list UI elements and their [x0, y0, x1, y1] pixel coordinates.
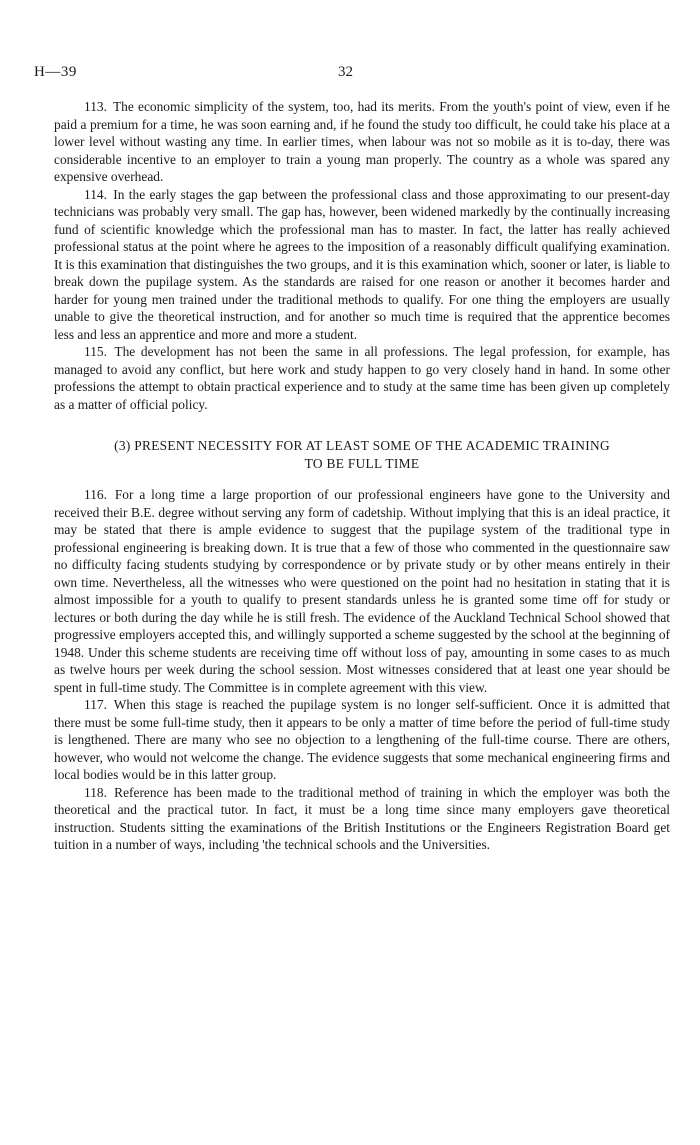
paragraph-number: 114. [84, 186, 107, 202]
section-heading [54, 437, 670, 472]
paragraph-117 [54, 696, 670, 784]
page-number: 32 [338, 64, 353, 80]
paragraph-116 [54, 486, 670, 696]
paragraph-113 [54, 98, 670, 186]
section-heading-line-2: TO BE FULL TIME [304, 455, 420, 471]
paragraph-text: When this stage is reached the pupilage system is no longer self-sufficient. Once it is admitted that there must be some full-time study, then it appears to be only a matter of time before the period of full-time study is lengthened. There are many who see no objection to a lengthening of the full-time course. There are others, however, who would not welcome the change. The evidence suggests that some mechanical engineering firms and local bodies would be in this latter group. [54, 697, 670, 782]
paragraph-number: 115. [84, 344, 107, 359]
paragraph-text: The development has not been the same in all professions. The legal profession, for example, has managed to avoid any conflict, but here work and study happen to go very closely hand in hand. In some other professions the attempt to obtain practical experience and to study at the same time has been given up completely as a matter of official policy. [54, 344, 671, 412]
paragraph-115 [54, 343, 670, 413]
section-heading-line-1: (3) PRESENT NECESSITY FOR AT LEAST SOME OF THE ACADEMIC TRAINING [114, 438, 610, 453]
paragraph-number: 117. [84, 697, 107, 712]
paragraph-text: For a long time a large proportion of our professional engineers have gone to the University and received their B.E. degree without serving any form of cadetship. Without implying that this is an ideal practice, it may be stated that there is ample evidence to suggest that the pupilage system of the traditional type in professional engineering is breaking down. It is true that a few of those who commented in the questionnaire saw no difficulty facing students studying by correspondence or by private study or by other means entirely in their own time. Nevertheless, all the witnesses who were questioned on the point had no hesitation in stating that it is almost impossible for a youth to qualify to present standards unless he is granted some time off for study or lectures or both during the day while he is still fresh. The evidence of the Auckland Technical School showed that progressive employers accepted this, and willingly supported a scheme suggested by the school at the beginning of 1948. Under this scheme students are receiving time off without loss of pay, amounting in some cases to as much as twelve hours per week during the school session. Most witnesses considered that at least one year should be spent in full-time study. The Committee is in complete agreement with this view. [54, 487, 670, 695]
paragraph-text: In the early stages the gap between the professional class and those approximating to our present-day technicians was probably very small. The gap has, however, been widened markedly by the continually increasing fund of scientific knowledge which the professional man has to master. In fact, the latter has really achieved professional status at the point where he agrees to the imposition of a reasonably difficult qualifying examination. It is this examination that distinguishes the two groups, and it is this examination which, sooner or later, is liable to break down the pupilage system. As the standards are raised for one reason or another it becomes harder and harder for young men trained under the traditional methods to qualify. For one thing the employers are usually unable to give the theoretical instruction, and for another so much time is required that the apprentice becomes less and less an apprentice and more and more a student. [54, 186, 670, 342]
paragraph-114 [54, 186, 670, 344]
paragraph-118 [54, 784, 670, 854]
paragraph-number: 113. [84, 99, 107, 114]
paragraph-number: 116. [84, 487, 107, 502]
body-text [54, 98, 670, 854]
document-reference: H—39 [34, 64, 77, 80]
paragraph-text: Reference has been made to the traditional method of training in which the employer was both the theoretical and the practical tutor. In fact, it must be a long time since many employers gave theoretical instruction. Students sitting the examinations of the British Institutions or the Engineers Registration Board get tuition in a number of ways, including 'the technical schools and the Universities. [54, 784, 670, 852]
paragraph-number: 118. [84, 784, 107, 800]
paragraph-text: The economic simplicity of the system, too, had its merits. From the youth's point of view, even if he paid a premium for a time, he was soon earning and, if he found the study too difficult, he could take his place at a lower level without wasting any time. In earlier times, when labour was not so mobile as it is to-day, there was considerable incentive to an employer to train a young man properly. The country as a whole was spared any expensive overhead. [54, 99, 671, 184]
